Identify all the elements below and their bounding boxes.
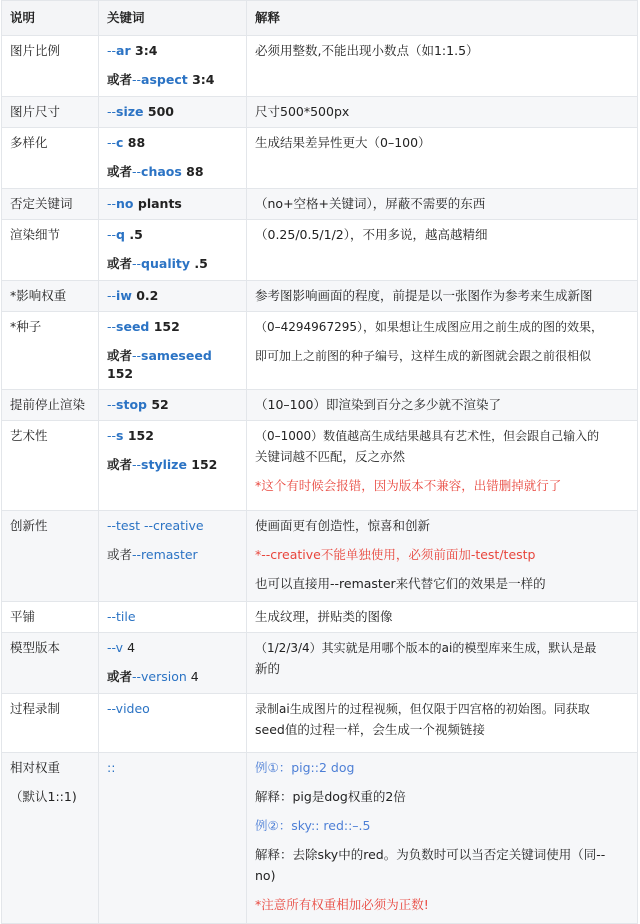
explanation-text: （0.25/0.5/1/2），不用多说，越高越精细 bbox=[255, 227, 488, 242]
keyword-alt-line: 或者--chaos 88 bbox=[107, 164, 204, 179]
row-name: 图片尺寸 bbox=[2, 97, 99, 128]
row-keyword bbox=[99, 390, 247, 421]
explanation-text: 关键词越不匹配，反之亦然 bbox=[255, 449, 406, 464]
row-name: 平铺 bbox=[2, 602, 99, 633]
row-keyword bbox=[99, 312, 247, 390]
explanation-text: 生成结果差异性更大（0–100） bbox=[255, 135, 431, 150]
keyword-line: --s 152 bbox=[107, 428, 154, 443]
explanation-text: 参考图影响画面的程度，前提是以一张图作为参考来生成新图 bbox=[255, 288, 593, 303]
row-explanation bbox=[247, 694, 638, 753]
example-2-explanation-cont: no) bbox=[255, 868, 276, 883]
row-name: *影响权重 bbox=[2, 281, 99, 312]
row-keyword bbox=[99, 220, 247, 281]
header-explanation: 解释 bbox=[247, 1, 638, 36]
row-name: 图片比例 bbox=[2, 36, 99, 97]
table-row bbox=[2, 602, 638, 633]
keyword-alt-line: 或者--sameseed 152 bbox=[107, 348, 212, 381]
keyword-line: --v 4 bbox=[107, 640, 136, 655]
keyword-alt-line: 或者--remaster bbox=[107, 547, 198, 562]
table-row bbox=[2, 421, 638, 511]
explanation-text: （1/2/3/4）其实就是用哪个版本的ai的模型库来生成，默认是最 bbox=[255, 641, 597, 655]
explanation-text: seed值的过程一样，会生成一个视频链接 bbox=[255, 722, 485, 737]
row-keyword bbox=[99, 694, 247, 753]
row-explanation bbox=[247, 633, 638, 694]
warning-note: *--creative不能单独使用，必须前面加-test/testp bbox=[255, 547, 536, 562]
header-keyword: 关键词 bbox=[99, 1, 247, 36]
parameter-table bbox=[1, 0, 638, 924]
row-name bbox=[2, 753, 99, 924]
explanation-text: 即可加上之前图的种子编号，这样生成的新图就会跟之前很相似 bbox=[255, 349, 592, 363]
row-keyword bbox=[99, 281, 247, 312]
row-name-default: （默认1::1) bbox=[10, 789, 77, 804]
row-explanation bbox=[247, 390, 638, 421]
row-name: 渲染细节 bbox=[2, 220, 99, 281]
row-explanation bbox=[247, 421, 638, 511]
keyword-line: --iw 0.2 bbox=[107, 288, 159, 303]
keyword-line: --size 500 bbox=[107, 104, 174, 119]
row-explanation bbox=[247, 220, 638, 281]
table-row bbox=[2, 312, 638, 390]
explanation-text: 使画面更有创造性，惊喜和创新 bbox=[255, 518, 431, 533]
keyword-line: :: bbox=[107, 760, 116, 775]
keyword-line: --test --creative bbox=[107, 518, 204, 533]
row-explanation bbox=[247, 281, 638, 312]
row-keyword bbox=[99, 633, 247, 694]
row-name: 过程录制 bbox=[2, 694, 99, 753]
row-keyword bbox=[99, 421, 247, 511]
table-header-row bbox=[2, 1, 638, 36]
example-1: 例①：pig::2 dog bbox=[255, 760, 355, 775]
explanation-text: 生成纹理，拼贴类的图像 bbox=[255, 609, 393, 624]
table-row bbox=[2, 694, 638, 753]
row-explanation bbox=[247, 312, 638, 390]
row-name-text: 相对权重 bbox=[10, 760, 61, 775]
explanation-text: 尺寸500*500px bbox=[255, 104, 350, 119]
row-keyword bbox=[99, 602, 247, 633]
row-keyword bbox=[99, 36, 247, 97]
explanation-text: 也可以直接用--remaster来代替它们的效果是一样的 bbox=[255, 576, 546, 591]
row-name: *种子 bbox=[2, 312, 99, 390]
keyword-alt-line: 或者--aspect 3:4 bbox=[107, 72, 215, 87]
row-explanation bbox=[247, 128, 638, 189]
row-explanation bbox=[247, 189, 638, 220]
keyword-line: --seed 152 bbox=[107, 319, 180, 334]
row-explanation bbox=[247, 36, 638, 97]
explanation-text: （0–1000）数值越高生成结果越具有艺术性，但会跟自己输入的 bbox=[255, 429, 600, 443]
row-keyword bbox=[99, 128, 247, 189]
explanation-text: （no+空格+关键词），屏蔽不需要的东西 bbox=[255, 196, 486, 211]
keyword-alt-line: 或者--stylize 152 bbox=[107, 457, 218, 472]
row-keyword bbox=[99, 511, 247, 602]
row-name: 否定关键词 bbox=[2, 189, 99, 220]
table-row bbox=[2, 36, 638, 97]
table-row bbox=[2, 753, 638, 924]
explanation-text: 新的 bbox=[255, 661, 281, 676]
keyword-line: --c 88 bbox=[107, 135, 146, 150]
row-explanation bbox=[247, 753, 638, 924]
example-2: 例②：sky:: red::–.5 bbox=[255, 818, 371, 833]
row-name: 模型版本 bbox=[2, 633, 99, 694]
row-name: 创新性 bbox=[2, 511, 99, 602]
table-row bbox=[2, 189, 638, 220]
keyword-line: --tile bbox=[107, 609, 136, 624]
example-1-explanation: 解释：pig是dog权重的2倍 bbox=[255, 789, 406, 804]
keyword-line: --q .5 bbox=[107, 227, 143, 242]
row-keyword bbox=[99, 97, 247, 128]
keyword-line: --ar 3:4 bbox=[107, 43, 158, 58]
row-name: 艺术性 bbox=[2, 421, 99, 511]
example-2-explanation: 解释：去除sky中的red。为负数时可以当否定关键词使用（同-- bbox=[255, 847, 606, 862]
table-row bbox=[2, 511, 638, 602]
header-description: 说明 bbox=[2, 1, 99, 36]
table-row bbox=[2, 633, 638, 694]
keyword-alt-line: 或者--quality .5 bbox=[107, 256, 208, 271]
row-keyword bbox=[99, 753, 247, 924]
keyword-line: --no plants bbox=[107, 196, 182, 211]
table-row bbox=[2, 220, 638, 281]
table-row bbox=[2, 281, 638, 312]
table-row bbox=[2, 128, 638, 189]
row-explanation bbox=[247, 602, 638, 633]
row-explanation bbox=[247, 511, 638, 602]
warning-note: *注意所有权重相加必须为正数! bbox=[255, 897, 429, 912]
explanation-text: （10–100）即渲染到百分之多少就不渲染了 bbox=[255, 397, 502, 412]
row-name: 多样化 bbox=[2, 128, 99, 189]
table-row bbox=[2, 390, 638, 421]
keyword-line: --video bbox=[107, 701, 150, 716]
keyword-line: --stop 52 bbox=[107, 397, 169, 412]
table-row bbox=[2, 97, 638, 128]
explanation-text: 必须用整数,不能出现小数点（如1:1.5） bbox=[255, 43, 479, 58]
row-name: 提前停止渲染 bbox=[2, 390, 99, 421]
keyword-alt-line: 或者--version 4 bbox=[107, 669, 199, 684]
explanation-text: 录制ai生成图片的过程视频，但仅限于四宫格的初始图。同获取 bbox=[255, 702, 590, 716]
explanation-text: （0–4294967295），如果想让生成图应用之前生成的图的效果， bbox=[255, 320, 603, 334]
row-keyword bbox=[99, 189, 247, 220]
row-explanation bbox=[247, 97, 638, 128]
warning-note: *这个有时候会报错，因为版本不兼容，出错删掉就行了 bbox=[255, 478, 562, 493]
